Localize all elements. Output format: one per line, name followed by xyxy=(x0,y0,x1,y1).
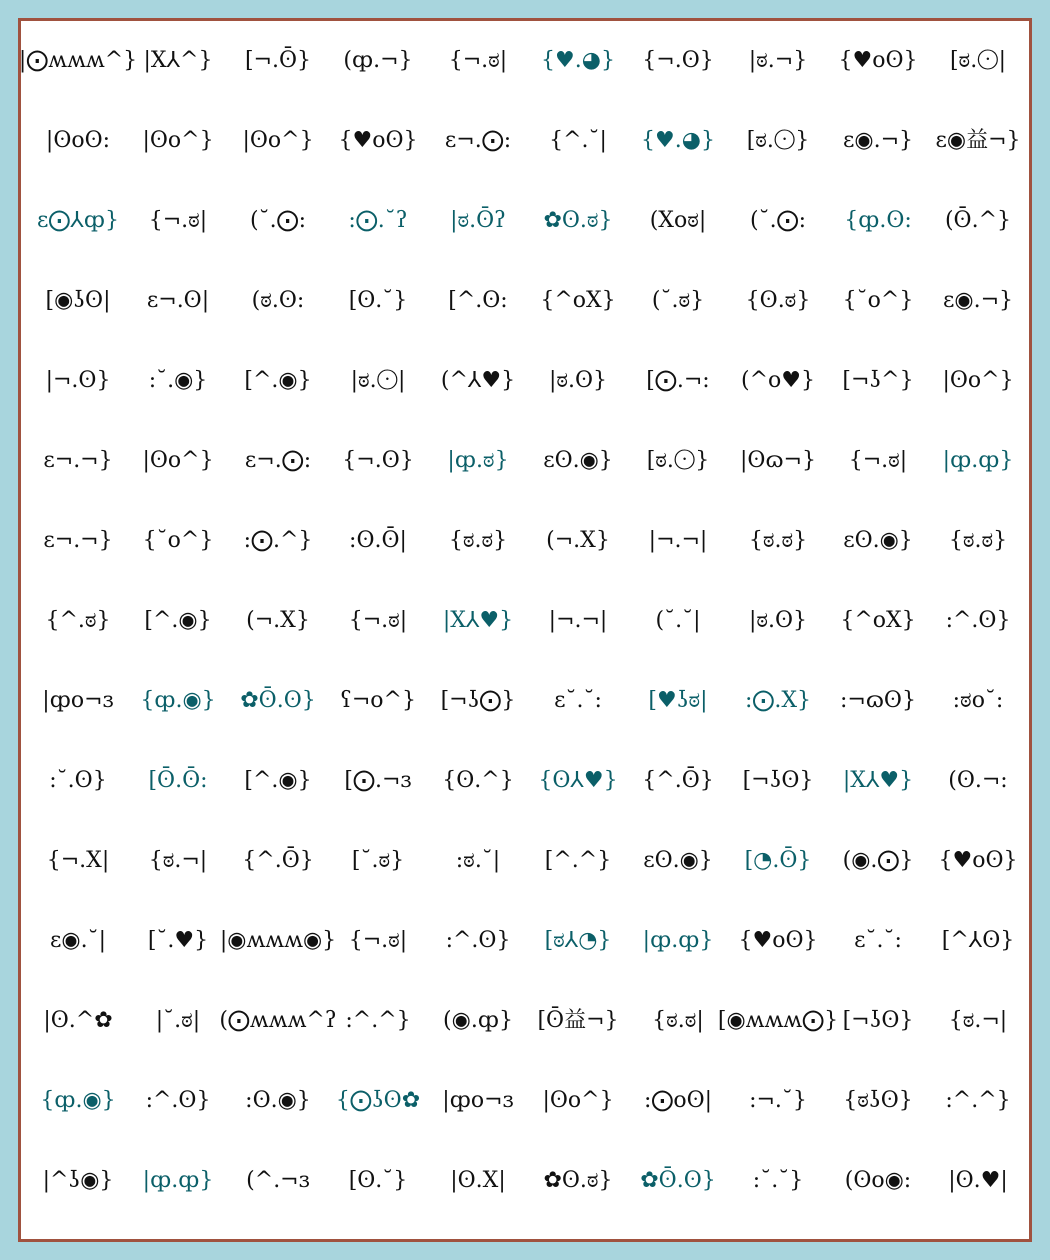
emoticon-cell: {♥.◕} xyxy=(541,48,615,73)
emoticon-cell: |ಠ.ʘ} xyxy=(548,368,608,393)
emoticon-cell: :^.ʘ} xyxy=(145,1088,211,1113)
emoticon-cell: {¬.ʘ} xyxy=(642,48,714,73)
emoticon-cell: [♥ʖಠ| xyxy=(648,688,708,713)
emoticon-cell: {¬.ಠ| xyxy=(848,448,908,473)
emoticon-cell: [¬ʖ⨀} xyxy=(440,688,516,713)
emoticon-cell: |ʘ.♥| xyxy=(948,1168,1008,1193)
emoticon-cell: (˘.˘| xyxy=(655,608,701,633)
emoticon-cell: :ಠo˘: xyxy=(952,688,1004,713)
emoticon-cell: {ಠʖʘ} xyxy=(843,1088,913,1113)
emoticon-cell: (◉.⨀} xyxy=(842,848,914,873)
emoticon-cell: ✿ʘ̄.ʘ} xyxy=(240,688,316,713)
emoticon-cell: |ʘoʘ: xyxy=(45,128,111,153)
emoticon-cell: |ʘ.^✿ xyxy=(43,1008,113,1033)
emoticon-cell: [^⅄ʘ} xyxy=(941,928,1015,953)
emoticon-cell: [¬ʖʘ} xyxy=(842,1008,914,1033)
emoticon-cell: {˘o^} xyxy=(142,528,214,553)
emoticon-cell: (¬.X} xyxy=(546,528,610,553)
emoticon-cell: :^.^} xyxy=(945,1088,1011,1113)
emoticon-cell: [^.ʘ: xyxy=(448,288,508,313)
emoticon-cell: {ಠ.¬| xyxy=(948,1008,1008,1033)
emoticon-cell: (Xoಠ| xyxy=(649,208,707,233)
emoticon-cell: |ȹo¬ɜ xyxy=(442,1088,514,1113)
emoticon-cell: |⨀ʍʍʍ^} xyxy=(18,48,138,73)
emoticon-cell: (^o♥} xyxy=(741,368,815,393)
emoticon-cell: {¬.X| xyxy=(46,848,110,873)
emoticon-cell: (ȹ.¬} xyxy=(343,48,413,73)
emoticon-cell: ɛ¬.¬} xyxy=(43,528,113,553)
emoticon-cell: :⨀oʘ| xyxy=(643,1088,713,1113)
emoticon-cell: ɛ◉.¬} xyxy=(942,288,1014,313)
emoticon-cell: ɛ¬.⨀: xyxy=(244,448,312,473)
emoticon-cell: ɛ˘.˘: xyxy=(854,928,902,953)
emoticon-cell: {^oX} xyxy=(840,608,916,633)
emoticon-cell: ɛʘ.◉} xyxy=(543,448,613,473)
emoticon-cell: {ȹ.◉} xyxy=(140,688,216,713)
emoticon-cell: (¬.X} xyxy=(246,608,310,633)
emoticon-cell: :^.ʘ} xyxy=(945,608,1011,633)
emoticon-cell: [◔.ʘ̄} xyxy=(744,848,812,873)
emoticon-cell: {♥.◕} xyxy=(641,128,715,153)
emoticon-grid xyxy=(18,21,1028,1221)
emoticon-cell: (ಠ.ʘ: xyxy=(251,288,305,313)
emoticon-cell: {^.˘| xyxy=(549,128,607,153)
emoticon-cell: |¬.¬| xyxy=(548,608,608,633)
emoticon-cell: |ȹ.ȹ} xyxy=(642,928,714,953)
emoticon-cell: {ʘ.^} xyxy=(442,768,514,793)
emoticon-cell: {ಠ.ಠ} xyxy=(948,528,1008,553)
emoticon-cell: [¬ʖʘ} xyxy=(742,768,814,793)
emoticon-cell: [ʘ̄益¬} xyxy=(537,1008,619,1033)
emoticon-cell: {˘o^} xyxy=(842,288,914,313)
emoticon-cell: [˘.ಠ} xyxy=(351,848,405,873)
emoticon-cell: [ʘ.˘} xyxy=(348,1168,408,1193)
emoticon-cell: (⨀ʍʍʍ^ʔ xyxy=(219,1008,337,1033)
emoticon-cell: :ಠ.˘| xyxy=(455,848,501,873)
emoticon-cell: ɛ◉.¬} xyxy=(842,128,914,153)
emoticon-cell: ɛ¬.¬} xyxy=(43,448,113,473)
emoticon-cell: [ಠ.⨀} xyxy=(646,448,710,473)
emoticon-cell: ɛ⨀⅄ȹ} xyxy=(37,208,119,233)
emoticon-cell: :¬ɷʘ} xyxy=(840,688,916,713)
emoticon-cell: [◉ʍʍʍ⨀} xyxy=(717,1008,839,1033)
emoticon-cell: |ʘo^} xyxy=(242,128,314,153)
emoticon-cell: {♥oʘ} xyxy=(338,128,418,153)
emoticon-cell: |¬.¬| xyxy=(648,528,708,553)
emoticon-cell: [^.◉} xyxy=(144,608,212,633)
emoticon-cell: [ʘ.˘} xyxy=(348,288,408,313)
emoticon-cell: |◉ʍʍʍ◉} xyxy=(219,928,337,953)
emoticon-cell: (◉.ȹ} xyxy=(443,1008,513,1033)
emoticon-cell: ɛʘ.◉} xyxy=(643,848,713,873)
emoticon-cell: :ʘ.◉} xyxy=(245,1088,311,1113)
emoticon-cell: {^.ʘ̄} xyxy=(242,848,314,873)
emoticon-cell: ɛ¬.ʘ| xyxy=(146,288,210,313)
emoticon-cell: :˘.˘} xyxy=(752,1168,804,1193)
emoticon-cell: (˘.ಠ} xyxy=(651,288,705,313)
emoticon-cell: {^.ʘ̄} xyxy=(642,768,714,793)
emoticon-cell: :⨀.^} xyxy=(243,528,313,553)
emoticon-cell: [⨀.¬: xyxy=(646,368,710,393)
emoticon-cell: {ʘ.ಠ} xyxy=(745,288,811,313)
emoticon-cell: {♥oʘ} xyxy=(838,48,918,73)
emoticon-cell: |ȹ.ȹ} xyxy=(142,1168,214,1193)
emoticon-cell: {♥oʘ} xyxy=(938,848,1018,873)
emoticon-cell: {ಠ.¬| xyxy=(148,848,208,873)
emoticon-cell: [⨀.¬ɜ xyxy=(344,768,412,793)
emoticon-cell: (˘.⨀: xyxy=(750,208,806,233)
emoticon-cell: {ಠ.ಠ| xyxy=(652,1008,704,1033)
emoticon-cell: |¬.ʘ} xyxy=(45,368,111,393)
emoticon-cell: {^.ಠ} xyxy=(45,608,111,633)
emoticon-cell: |ȹo¬ɜ xyxy=(42,688,114,713)
emoticon-cell: |X⅄♥} xyxy=(842,768,914,793)
emoticon-cell: ✿ʘ.ಠ} xyxy=(543,208,613,233)
emoticon-cell: (ʘo◉: xyxy=(844,1168,912,1193)
emoticon-cell: |ಠ.⨀| xyxy=(350,368,406,393)
emoticon-cell: (ʘ̄.^} xyxy=(944,208,1012,233)
emoticon-cell: :¬.˘} xyxy=(749,1088,807,1113)
emoticon-cell: ɛ◉益¬} xyxy=(935,128,1021,153)
emoticon-cell: ɛ◉.˘| xyxy=(50,928,106,953)
emoticon-cell: |ʘ.X| xyxy=(450,1168,506,1193)
emoticon-cell: ɛ˘.˘: xyxy=(554,688,602,713)
emoticon-cell: |X⅄♥} xyxy=(442,608,514,633)
emoticon-cell: |ʘo^} xyxy=(142,128,214,153)
emoticon-cell: |˘.ಠ| xyxy=(155,1008,201,1033)
emoticon-cell: (ʘ.¬: xyxy=(948,768,1008,793)
emoticon-cell: (^⅄♥} xyxy=(440,368,516,393)
emoticon-cell: (˘.⨀: xyxy=(250,208,306,233)
emoticon-cell: |ಠ.¬} xyxy=(748,48,808,73)
emoticon-cell: [¬ʖ^} xyxy=(842,368,914,393)
emoticon-cell: ɛ¬.⨀: xyxy=(444,128,512,153)
emoticon-cell: |ಠ.ʘ̄ʔ xyxy=(450,208,506,233)
emoticon-cell: {^oX} xyxy=(540,288,616,313)
emoticon-cell: (^.¬ɜ xyxy=(246,1168,310,1193)
emoticon-cell: {¬.ʘ} xyxy=(342,448,414,473)
emoticon-cell: [ಠ.⨀} xyxy=(746,128,810,153)
emoticon-cell: |ʘo^} xyxy=(142,448,214,473)
emoticon-cell: |^ʖ◉} xyxy=(42,1168,114,1193)
emoticon-cell: [ಠ⅄◔} xyxy=(544,928,612,953)
emoticon-card xyxy=(18,18,1032,1242)
emoticon-cell: {ಠ.ಠ} xyxy=(448,528,508,553)
emoticon-cell: :˘.ʘ} xyxy=(49,768,107,793)
emoticon-cell: [ʘ̄.ʘ̄: xyxy=(148,768,208,793)
emoticon-cell: [˘.♥} xyxy=(147,928,209,953)
emoticon-cell: ʕ¬o^} xyxy=(340,688,416,713)
emoticon-cell: [◉ʖʘ| xyxy=(45,288,111,313)
emoticon-cell: [^.◉} xyxy=(244,768,312,793)
emoticon-cell: {¬.ಠ| xyxy=(448,48,508,73)
emoticon-cell: {¬.ಠ| xyxy=(148,208,208,233)
emoticon-cell: {♥oʘ} xyxy=(738,928,818,953)
emoticon-cell: ✿ʘ.ಠ} xyxy=(543,1168,613,1193)
emoticon-cell: [^.◉} xyxy=(244,368,312,393)
emoticon-cell: |X⅄^} xyxy=(143,48,213,73)
emoticon-cell: {ʘ⅄♥} xyxy=(538,768,618,793)
emoticon-cell: :^.^} xyxy=(345,1008,411,1033)
emoticon-cell: [^.^} xyxy=(544,848,612,873)
emoticon-cell: [¬.ʘ̄} xyxy=(244,48,312,73)
emoticon-cell: :ʘ.ʘ̄| xyxy=(349,528,407,553)
emoticon-cell: |ʘo^} xyxy=(942,368,1014,393)
emoticon-cell: [ಠ.⨀| xyxy=(949,48,1007,73)
emoticon-cell: :^.ʘ} xyxy=(445,928,511,953)
emoticon-cell: :⨀.˘ʔ xyxy=(348,208,408,233)
emoticon-cell: |ʘo^} xyxy=(542,1088,614,1113)
emoticon-cell: |ȹ.ȹ} xyxy=(942,448,1014,473)
emoticon-cell: {ȹ.◉} xyxy=(40,1088,116,1113)
emoticon-cell: :˘.◉} xyxy=(148,368,208,393)
emoticon-cell: {ȹ.ʘ: xyxy=(844,208,912,233)
emoticon-cell: ɛʘ.◉} xyxy=(843,528,913,553)
emoticon-cell: {¬.ಠ| xyxy=(348,608,408,633)
emoticon-cell: {¬.ಠ| xyxy=(348,928,408,953)
emoticon-cell: |ಠ.ʘ} xyxy=(748,608,808,633)
emoticon-cell: {ಠ.ಠ} xyxy=(748,528,808,553)
emoticon-cell: {⨀ʖʘ✿ xyxy=(335,1088,421,1113)
emoticon-cell: |ʘɷ¬} xyxy=(740,448,816,473)
emoticon-cell: ✿ʘ̄.ʘ} xyxy=(640,1168,716,1193)
emoticon-cell: :⨀.X} xyxy=(744,688,812,713)
emoticon-cell: |ȹ.ಠ} xyxy=(447,448,509,473)
